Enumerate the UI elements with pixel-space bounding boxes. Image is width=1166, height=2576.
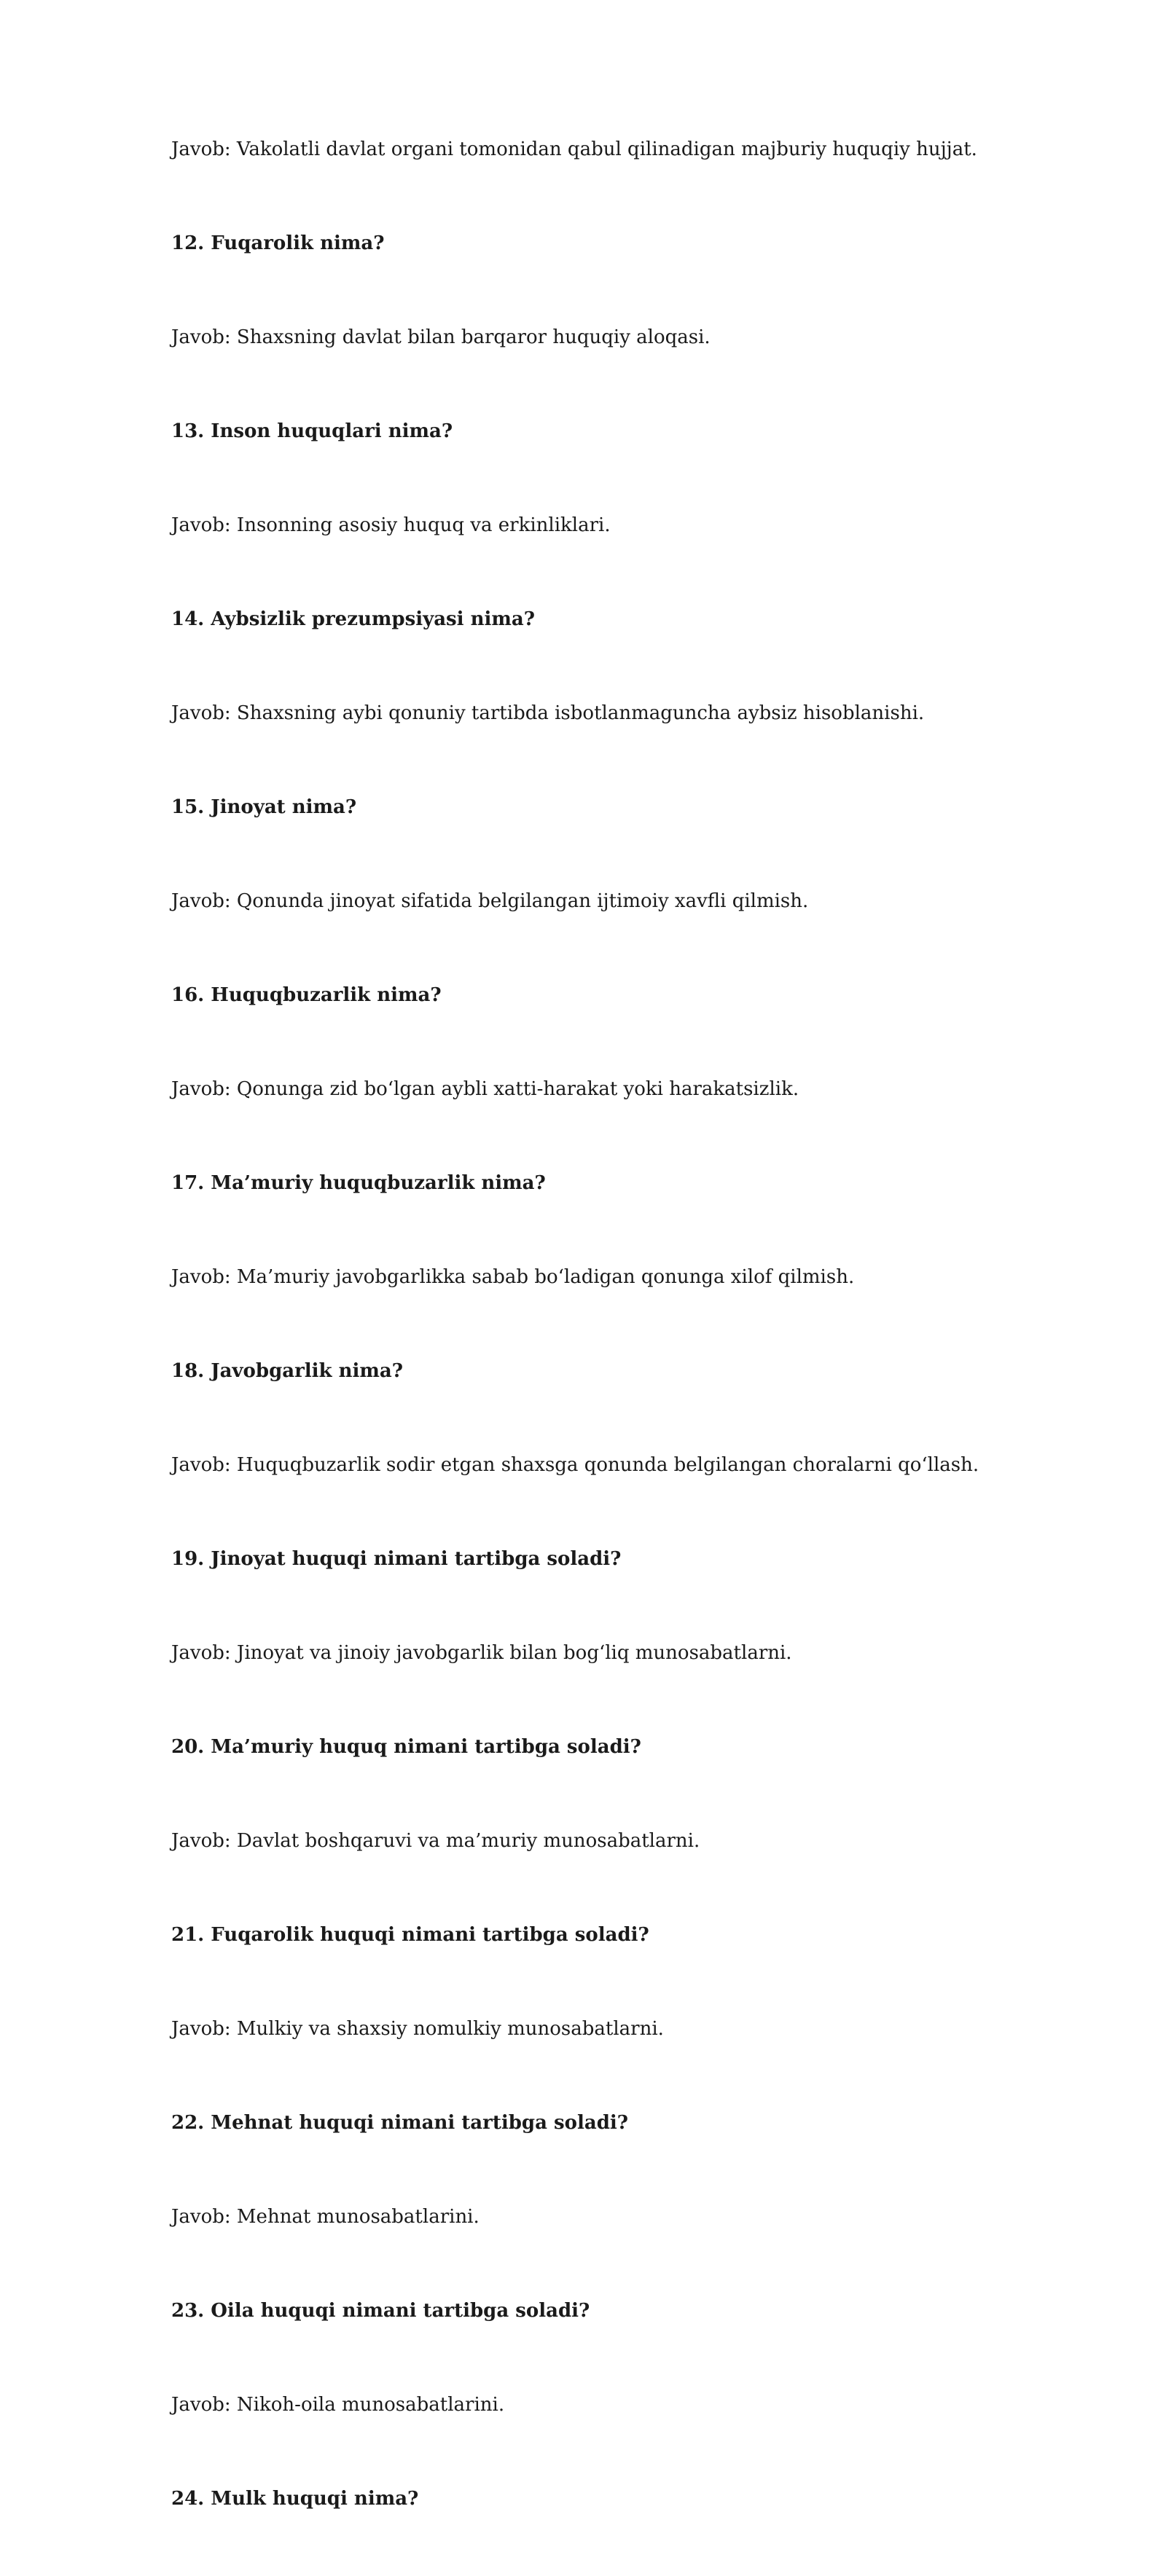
answer-text: Javob: Huquqbuzarlik sodir etgan shaxsga qonunda belgilangan choralarni qo‘llash. — [171, 1454, 979, 1476]
answer-text: Javob: Qonunga zid bo‘lgan aybli xatti-harakat yoki harakatsizlik. — [171, 1078, 799, 1100]
question-heading: 21. Fuqarolik huquqi nimani tartibga soladi? — [171, 1924, 649, 1946]
answer-text: Javob: Davlat boshqaruvi va ma’muriy munosabatlarni. — [171, 1830, 700, 1852]
question-heading: 14. Aybsizlik prezumpsiyasi nima? — [171, 608, 535, 630]
question-heading: 17. Ma’muriy huquqbuzarlik nima? — [171, 1172, 546, 1194]
answer-text: Javob: Shaxsning davlat bilan barqaror huquqiy aloqasi. — [171, 326, 711, 348]
question-heading: 22. Mehnat huquqi nimani tartibga soladi? — [171, 2112, 628, 2134]
question-heading: 18. Javobgarlik nima? — [171, 1360, 403, 1382]
answer-text: Javob: Jinoyat va jinoiy javobgarlik bilan bog‘liq munosabatlarni. — [171, 1642, 792, 1664]
question-heading: 16. Huquqbuzarlik nima? — [171, 984, 442, 1006]
question-heading: 19. Jinoyat huquqi nimani tartibga soladi? — [171, 1548, 622, 1570]
answer-text: Javob: Shaxsning aybi qonuniy tartibda isbotlanmaguncha aybsiz hisoblanishi. — [171, 702, 925, 724]
question-heading: 20. Ma’muriy huquq nimani tartibga soladi? — [171, 1736, 641, 1758]
answer-text: Javob: Qonunda jinoyat sifatida belgilangan ijtimoiy xavfli qilmish. — [171, 890, 809, 912]
answer-text: Javob: Mulkiy va shaxsiy nomulkiy munosabatlarni. — [171, 2018, 664, 2040]
question-heading: 12. Fuqarolik nima? — [171, 232, 385, 254]
question-heading: 24. Mulk huquqi nima? — [171, 2488, 419, 2510]
answer-text: Javob: Nikoh-oila munosabatlarini. — [171, 2394, 505, 2416]
answer-text: Javob: Vakolatli davlat organi tomonidan qabul qilinadigan majburiy huquqiy hujjat. — [171, 138, 977, 160]
answer-text: Javob: Insonning asosiy huquq va erkinliklari. — [171, 514, 611, 536]
question-heading: 23. Oila huquqi nimani tartibga soladi? — [171, 2300, 590, 2322]
question-heading: 15. Jinoyat nima? — [171, 796, 357, 818]
question-heading: 13. Inson huquqlari nima? — [171, 420, 453, 442]
answer-text: Javob: Mehnat munosabatlarini. — [171, 2206, 480, 2228]
answer-text: Javob: Ma’muriy javobgarlikka sabab bo‘ladigan qonunga xilof qilmish. — [171, 1266, 855, 1288]
document-body — [171, 133, 1046, 2576]
